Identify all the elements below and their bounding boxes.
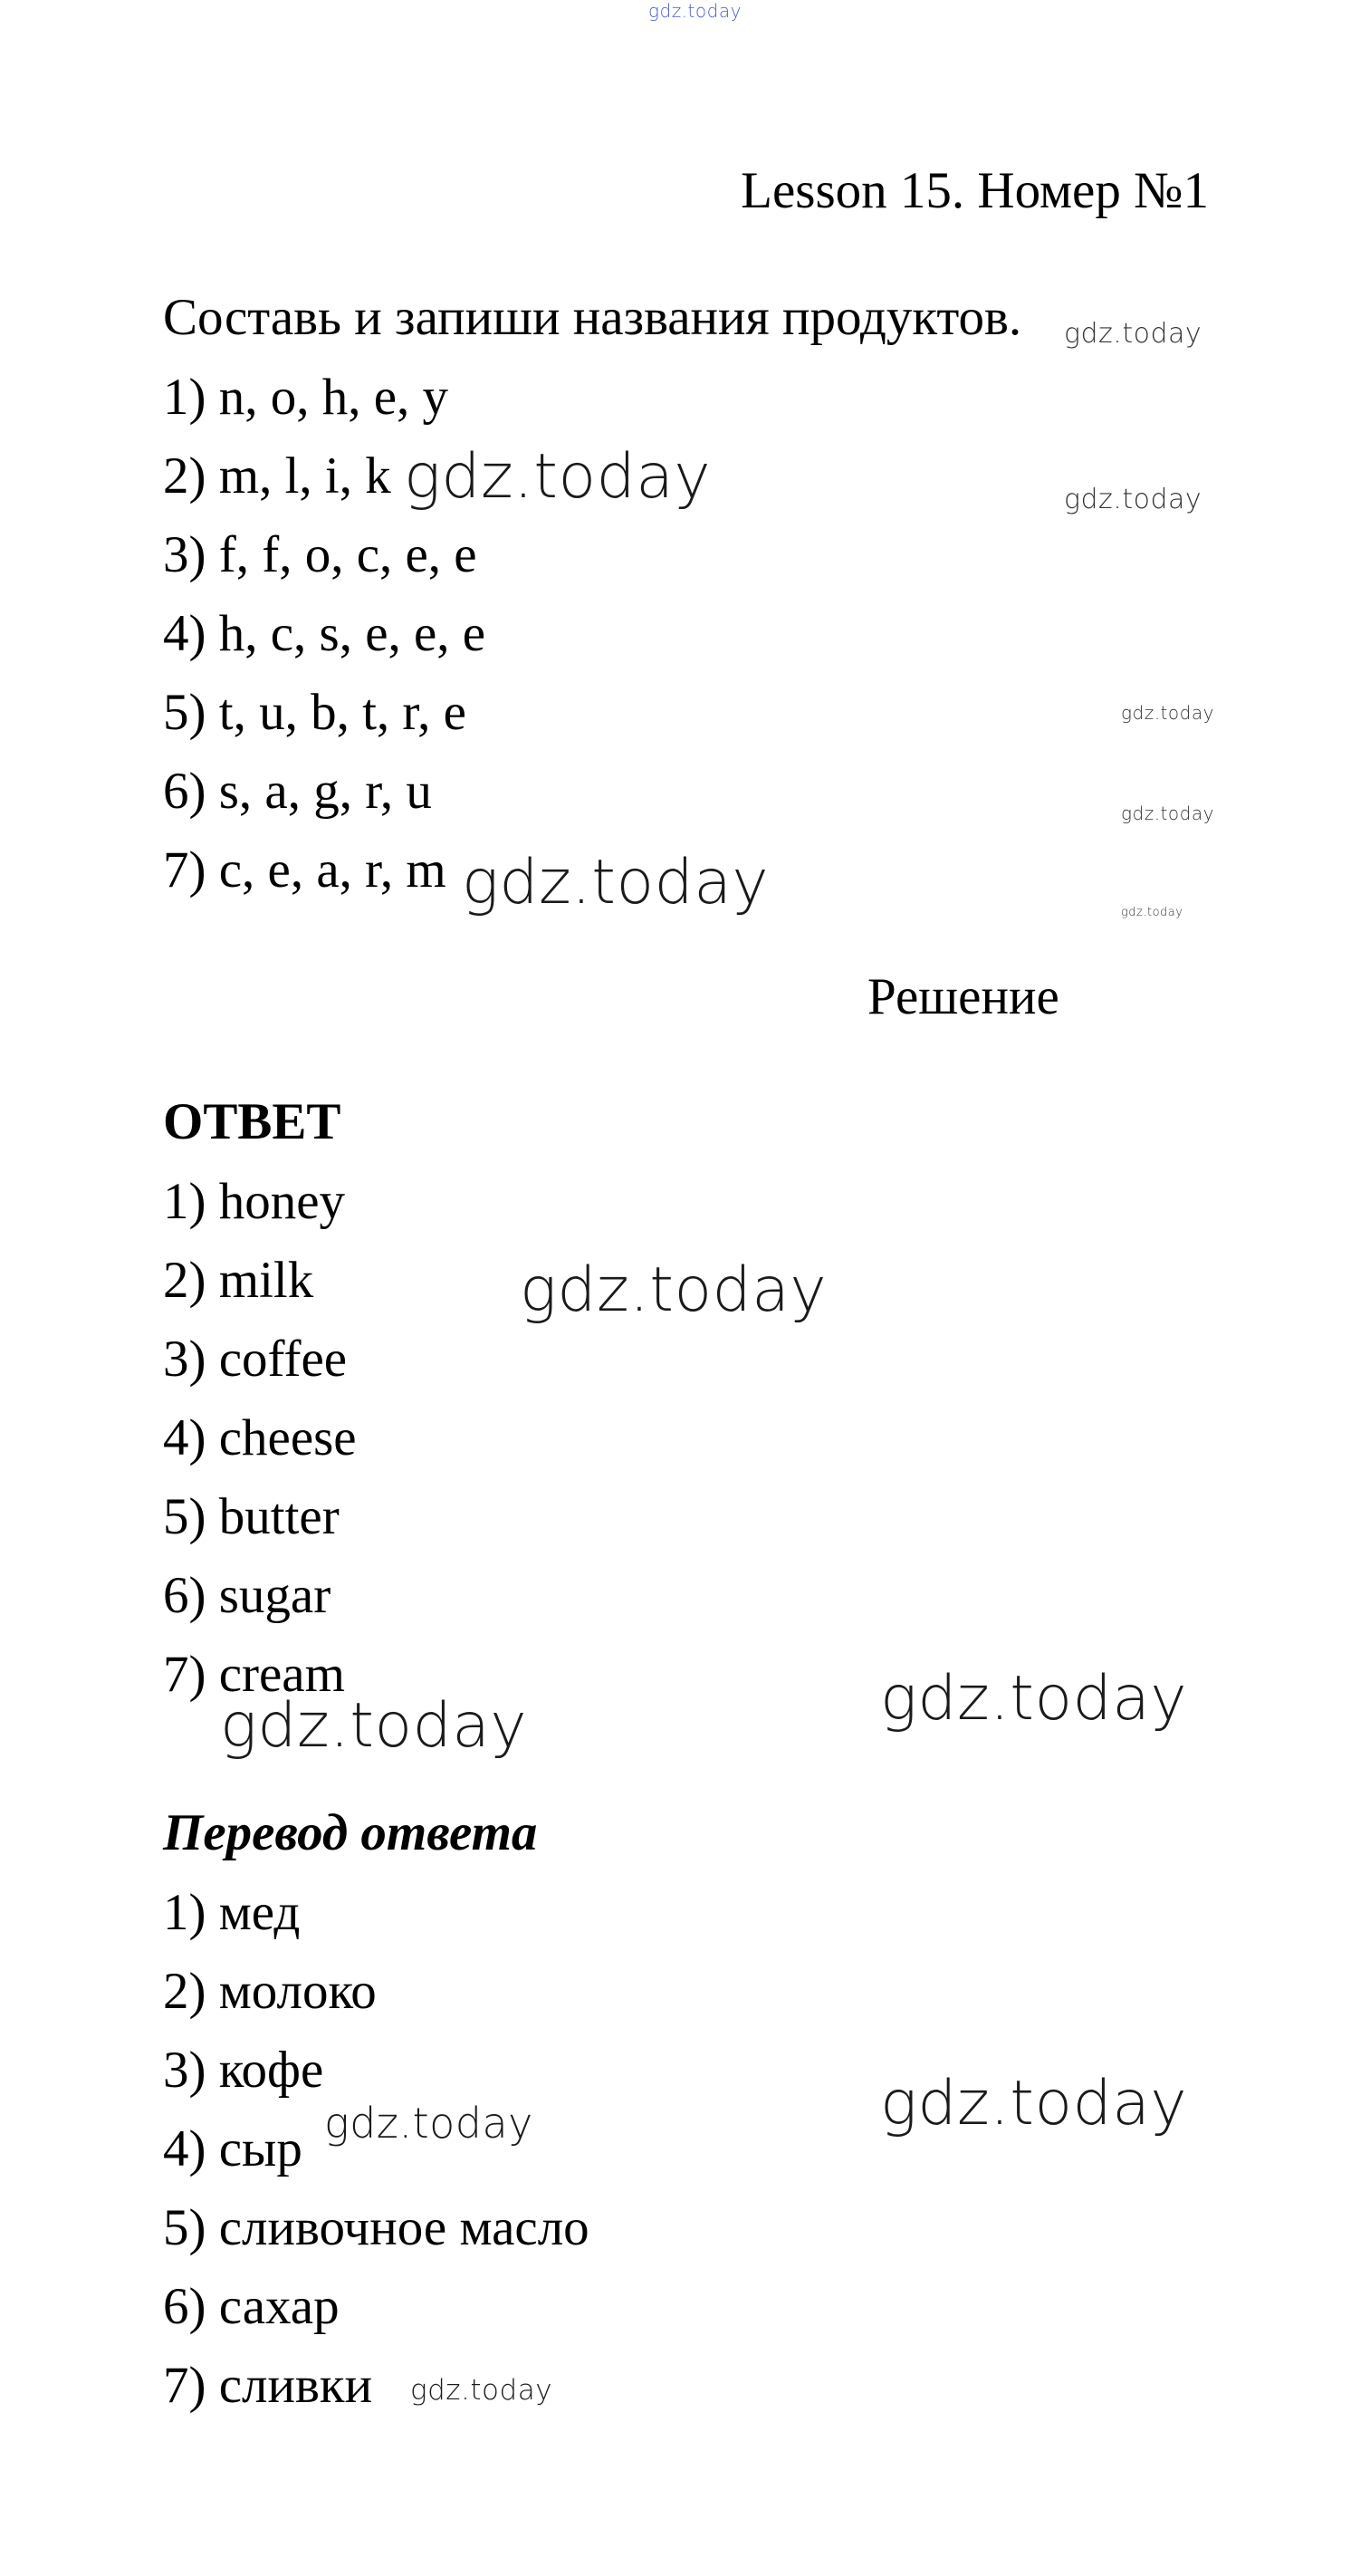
watermark: gdz.today [648, 0, 742, 22]
task-item-7: 7) c, e, a, r, m [163, 841, 446, 899]
task-item-1: 1) n, o, h, e, y [163, 369, 449, 426]
watermark: gdz.today [1121, 803, 1214, 824]
watermark: gdz.today [1121, 906, 1183, 919]
page-title: Lesson 15. Номер №1 [741, 162, 1209, 219]
answer-item-4: 4) cheese [163, 1409, 357, 1466]
watermark: gdz.today [404, 441, 712, 513]
translation-item-1: 1) мед [163, 1884, 301, 1941]
translation-item-2: 2) молоко [163, 1963, 377, 2020]
watermark: gdz.today [220, 1690, 528, 1762]
watermark: gdz.today [462, 847, 770, 918]
watermark: gdz.today [520, 1254, 828, 1326]
task-prompt: Составь и запиши названия продуктов. [163, 289, 1022, 346]
task-item-3: 3) f, f, o, c, e, e [163, 526, 477, 583]
watermark: gdz.today [1064, 318, 1202, 350]
answer-item-1: 1) honey [163, 1173, 346, 1230]
translation-item-4: 4) сыр [163, 2120, 302, 2177]
watermark: gdz.today [880, 1663, 1188, 1735]
task-item-2: 2) m, l, i, k [163, 447, 391, 505]
translation-item-7: 7) сливки [163, 2357, 373, 2414]
answer-item-5: 5) butter [163, 1488, 340, 1545]
answer-item-3: 3) coffee [163, 1331, 348, 1388]
translation-item-3: 3) кофе [163, 2042, 324, 2099]
translation-item-5: 5) сливочное масло [163, 2199, 589, 2256]
watermark: gdz.today [1121, 702, 1214, 724]
watermark: gdz.today [410, 2374, 553, 2407]
task-item-6: 6) s, a, g, r, u [163, 763, 432, 820]
answer-item-6: 6) sugar [163, 1567, 331, 1624]
answer-heading: ОТВЕТ [163, 1093, 341, 1150]
translation-item-6: 6) сахар [163, 2278, 340, 2335]
watermark: gdz.today [1064, 484, 1202, 515]
watermark: gdz.today [324, 2099, 533, 2148]
answer-item-2: 2) milk [163, 1252, 314, 1309]
translation-heading: Перевод ответа [163, 1804, 538, 1861]
answer-item-7: 7) cream [163, 1646, 345, 1703]
task-item-4: 4) h, c, s, e, e, e [163, 605, 486, 662]
watermark: gdz.today [880, 2068, 1188, 2139]
task-item-5: 5) t, u, b, t, r, e [163, 684, 466, 741]
solution-label: Решение [867, 968, 1059, 1025]
